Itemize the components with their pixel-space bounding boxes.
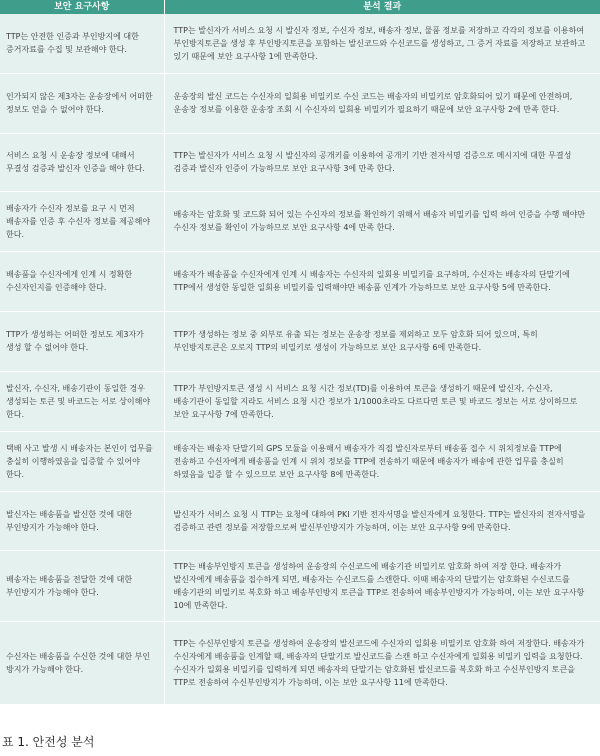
table-row bbox=[0, 311, 600, 371]
table-row bbox=[0, 73, 600, 133]
analysis-cell: 배송자가 배송품을 수신자에게 인계 시 배송자는 수신자의 일회용 비밀키를 요구하며, 수신자는 배송자의 단말기에 TTP에서 생성한 동일한 일회용 비밀키를 입력해야만 배송품 인계가 가능하므로 보안 요구사항 5에 만족한다. bbox=[164, 251, 600, 311]
requirement-cell: 서비스 요청 시 운송장 정보에 대해서 무결성 검증과 발신자 인증을 해야 한다. bbox=[0, 133, 164, 191]
analysis-cell: TTP가 부인방지토큰 생성 시 서비스 요청 시간 정보(TD)를 이용하여 토큰을 생성하기 때문에 발신자, 수신자, 배송기관이 동일할 지라도 서비스 요청 시간 정보가 1/1000초라도 다르다면 토큰 및 바코드 정보는 서로 상이하므로 보안 요구사항 7에 만족한다. bbox=[164, 371, 600, 431]
table-row bbox=[0, 133, 600, 191]
requirement-cell: 발신자, 수신자, 배송기관이 동일한 경우 생성되는 토큰 및 바코드는 서로 상이해야 한다. bbox=[0, 371, 164, 431]
table-row bbox=[0, 621, 600, 704]
requirement-cell: TTP는 안전한 인증과 부인방지에 대한 증거자료를 수집 및 보관해야 한다. bbox=[0, 14, 164, 73]
table-caption: 표 1. 안전성 분석 bbox=[2, 735, 95, 749]
requirement-cell: 배송자는 배송품을 전달한 것에 대한 부인방지가 가능해야 한다. bbox=[0, 550, 164, 621]
requirement-cell: 발신자는 배송품을 발신한 것에 대한 부인방지가 가능해야 한다. bbox=[0, 491, 164, 550]
table-row bbox=[0, 550, 600, 621]
analysis-cell: TTP는 배송부인방지 토큰을 생성하여 운송장의 수신코드에 배송기관 비밀키로 암호화 하여 저장 한다. 배송자가 발신자에게 배송품을 접수하게 되면, 배송자는 수신코드를 스캔한다. 이때 배송자의 단말기는 암호화된 수신코드를 배송기관의 비밀키로 복호화 하고 배송부인방지 토큰을 TTP로 전송하여 배송부인방지가 가능하며, 이는 보안 요구사항 10에 만족한다. bbox=[164, 550, 600, 621]
requirement-cell: 택배 사고 발생 시 배송자는 본인이 업무를 충실히 이행하였음을 입증할 수 있어야 한다. bbox=[0, 431, 164, 491]
requirement-cell: 수신자는 배송품을 수신한 것에 대한 부인 방지가 가능해야 한다. bbox=[0, 621, 164, 704]
analysis-cell: 배송자는 암호화 및 코드화 되어 있는 수신자의 정보를 확인하기 위해서 배송자 비밀키를 입력 하여 인증을 수행 해야만 수신자 정보를 확인이 가능하므로 보안 요구사항 4에 만족 한다. bbox=[164, 191, 600, 251]
table-row bbox=[0, 431, 600, 491]
table-row bbox=[0, 251, 600, 311]
requirement-cell: TTP가 생성하는 어떠한 정보도 제3자가 생성 할 수 없어야 한다. bbox=[0, 311, 164, 371]
analysis-cell: 운송장의 발신 코드는 수신자의 일회용 비밀키로 수신 코드는 배송자의 비밀키로 암호화되어 있기 때문에 안전하며, 운송장 정보를 이용한 운송장 조회 시 수신자의 일회용 비밀키가 필요하기 때문에 보안 요구사항 2에 만족 한다. bbox=[164, 73, 600, 133]
table-row bbox=[0, 371, 600, 431]
analysis-cell: 배송자는 배송자 단말기의 GPS 모듈을 이용해서 배송자가 직접 발신자로부터 배송품 접수 시 위치정보를 TTP에 전송하고 수신자에게 배송품을 인계 시 위치 정보를 TTP에 전송하기 때문에 배송자가 배송에 관한 업무를 충실히 하였음을 입증 할 수 있으므로 보안 요구사항 8에 만족한다. bbox=[164, 431, 600, 491]
requirement-cell: 배송자가 수신자 정보를 요구 시 먼저 배송자를 인증 후 수신자 정보를 제공해야 한다. bbox=[0, 191, 164, 251]
table-row bbox=[0, 14, 600, 73]
header-requirement: 보안 요구사항 bbox=[0, 0, 164, 14]
header-analysis: 분석 결과 bbox=[164, 0, 600, 14]
analysis-cell: TTP는 발신자가 서비스 요청 시 발신자 정보, 수신자 정보, 배송자 정보, 물품 정보를 저장하고 각각의 정보를 이용하여 부인방지토큰을 생성 후 부인방지토큰을 포함하는 발신코드와 수신코드를 생성하고, 그 증거 자료를 저장하고 보관하고 있기 때문에 보안 요구사항 1에 만족한다. bbox=[164, 14, 600, 73]
analysis-cell: 발신자가 서비스 요청 시 TTP는 요청에 대하여 PKI 기반 전자서명을 발신자에게 요청한다. TTP는 발신자의 전자서명을 검증하고 관련 정보를 저장함으로써 발신부인방지가 가능하며, 이는 보안 요구사항 9에 만족한다. bbox=[164, 491, 600, 550]
analysis-cell: TTP는 수신부인방지 토큰을 생성하여 운송장의 발신코드에 수신자의 일회용 비밀키로 암호화 하여 저장한다. 배송자가 수신자에게 배송품을 인계할 때, 배송자의 단말기로 발신코드를 스캔 하고 수신자에게 일회용 비밀키 입력을 요청한다. 수신자가 일회용 비밀키를 입력하게 되면 배송자의 단말기는 암호화된 발신코드를 복호화 하고 수신부인방지 토큰을 TTP로 전송하여 수신부인방지가 가능하며, 이는 보안 요구사항 11에 만족한다. bbox=[164, 621, 600, 704]
requirement-cell: 배송품을 수신자에게 인계 시 정확한 수신자인지를 인증해야 한다. bbox=[0, 251, 164, 311]
table-header-row bbox=[0, 0, 600, 14]
analysis-cell: TTP가 생성하는 정보 중 외부로 유출 되는 정보는 운송장 정보를 제외하고 모두 암호화 되어 있으며, 특히 부인방지토큰은 오로지 TTP의 비밀키로 생성이 가능하므로 보안 요구사항 6에 만족한다. bbox=[164, 311, 600, 371]
analysis-cell: TTP는 발신자가 서비스 요청 시 발신자의 공개키를 이용하여 공개키 기반 전자서명 검증으로 메시지에 대한 무결성 검증과 발신자 인증이 가능하므로 보안 요구사항 3에 만족 한다. bbox=[164, 133, 600, 191]
table-row bbox=[0, 491, 600, 550]
table-row bbox=[0, 191, 600, 251]
requirement-cell: 인가되지 않은 제3자는 운송장에서 어떠한 정보도 얻을 수 없어야 한다. bbox=[0, 73, 164, 133]
